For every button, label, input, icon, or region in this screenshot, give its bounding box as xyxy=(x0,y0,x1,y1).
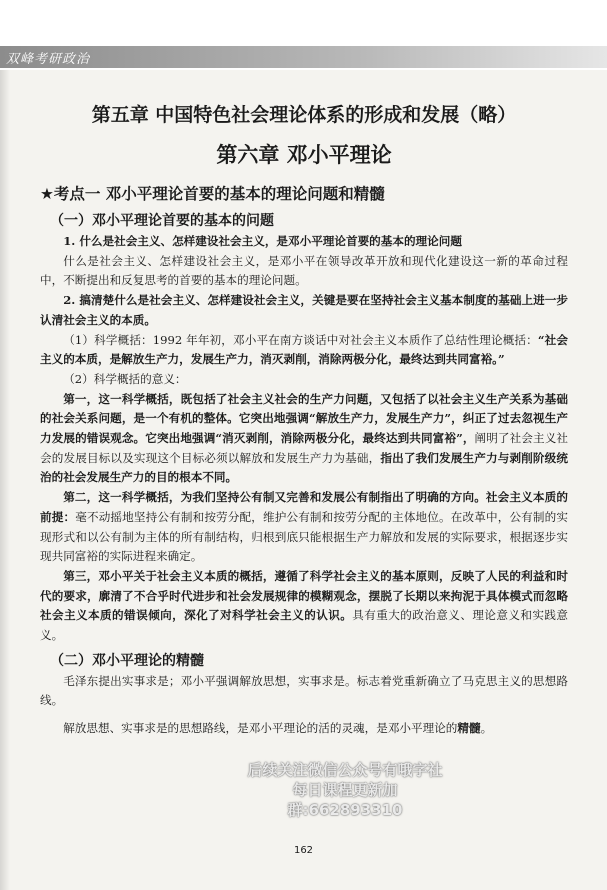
paragraph-8: 毛泽东提出实事求是；邓小平强调解放思想，实事求是。标志着党重新确立了马克思主义的思想路线。 xyxy=(40,673,568,708)
p9-normal-text: 解放思想、实事求是的思想路线，是邓小平理论的活的灵魂，是邓小平理论的 xyxy=(63,721,458,736)
p9-end-text: 。 xyxy=(480,721,493,736)
header-band-text: 双峰考研政治 xyxy=(6,52,91,67)
paragraph-1-bold xyxy=(40,232,568,252)
section2-heading: （二）邓小平理论的精髓 xyxy=(50,652,204,669)
section1-heading: （一）邓小平理论首要的基本的问题 xyxy=(50,213,274,229)
page-number: 162 xyxy=(293,845,314,856)
p6-normal-text: 毫不动摇地坚持公有制和按劳分配，维护公有制和按劳分配的主体地位。在改革中，公有制的实现形式和以公有制为主体的所有制结构，归根到底只能根据生产力解放和发展的实际要求，根据逐步实现共同富裕的实际进程来确定。 xyxy=(40,509,568,564)
p5-bold-text-1: 第一，这一科学概括，既包括了社会主义社会的生产力问题，又包括了以社会主义生产关系为基础的社会关系问题，是一个有机的整体。它突出地强调“解放生产力，发展生产力”，纠正了过去忽视生产力发展的错误观念。它突出地强调“消灭剥削，消除两极分化，最终达到共同富裕”， xyxy=(40,391,568,446)
page-shadow xyxy=(0,70,10,890)
paragraph-4: （2）科学概括的意义： xyxy=(63,371,187,386)
p7-bold-text: 第三，邓小平关于社会主义本质的概括，遵循了科学社会主义的基本原则，反映了人民的利益和时代的要求，廓清了不合乎时代进步和社会发展规律的模糊观念，摆脱了长期以来拘泥于具体模式而忽略社会主义本质的错误倾向，深化了对科学社会主义的认识。 xyxy=(40,568,568,623)
paragraph-1: 什么是社会主义、怎样建设社会主义，是邓小平在领导改革开放和现代化建设这一新的革命过程中，不断提出和反复思考的首要的基本的理论问题。 xyxy=(40,253,568,288)
header-band xyxy=(0,46,607,68)
paragraph-7 xyxy=(40,567,568,646)
watermark xyxy=(245,760,445,820)
p9-bold-text: 精髓 xyxy=(457,721,481,736)
p3-normal-text: （1）科学概括：1992 年年初，邓小平在南方谈话中对社会主义本质作了总结性理论概括： xyxy=(63,332,538,347)
page-content xyxy=(40,100,568,739)
p6-bold-text: 第二，这一科学概括，为我们坚持公有制又完善和发展公有制指出了明确的方向。社会主义本质的前提： xyxy=(40,490,568,524)
paragraph-5 xyxy=(40,390,568,489)
p1-bold-text: 1. 什么是社会主义、怎样建设社会主义，是邓小平理论首要的基本的理论问题 xyxy=(63,234,462,248)
watermark-line-1: 后续关注微信公众号有哦字社 xyxy=(247,761,443,779)
p5-bold-text-2: 指出了我们发展生产力与剥削阶级统治的社会发展生产力的目的根本不同。 xyxy=(40,450,568,485)
p5-normal-text: 阐明了社会主义社会的发展目标以及实现这个目标必须以解放和发展生产力为基础， xyxy=(40,431,568,465)
chapter6-title: 第六章 邓小平理论 xyxy=(216,143,392,167)
chapter5-title: 第五章 中国特色社会理论体系的形成和发展（略） xyxy=(91,104,517,126)
paragraph-2 xyxy=(40,291,568,330)
p3-bold-text: “社会主义的本质，是解放生产力，发展生产力，消灭剥削，消除两极分化，最终达到共同富裕。” xyxy=(40,332,568,367)
paragraph-3 xyxy=(40,331,568,370)
p7-normal-text: 具有重大的政治意义、理论意义和实践意义。 xyxy=(40,608,568,643)
p2-bold-text: 2. 搞清楚什么是社会主义、怎样建设社会主义，关键是要在坚持社会主义基本制度的基础上进一步认清社会主义的本质。 xyxy=(40,293,568,327)
paragraph-6 xyxy=(40,488,568,567)
kaodian-heading: ★考点一 邓小平理论首要的基本的理论问题和精髓 xyxy=(40,185,385,203)
watermark-line-2: 每日课程更新加群:662893310 xyxy=(287,781,403,819)
paragraph-9 xyxy=(40,719,568,739)
